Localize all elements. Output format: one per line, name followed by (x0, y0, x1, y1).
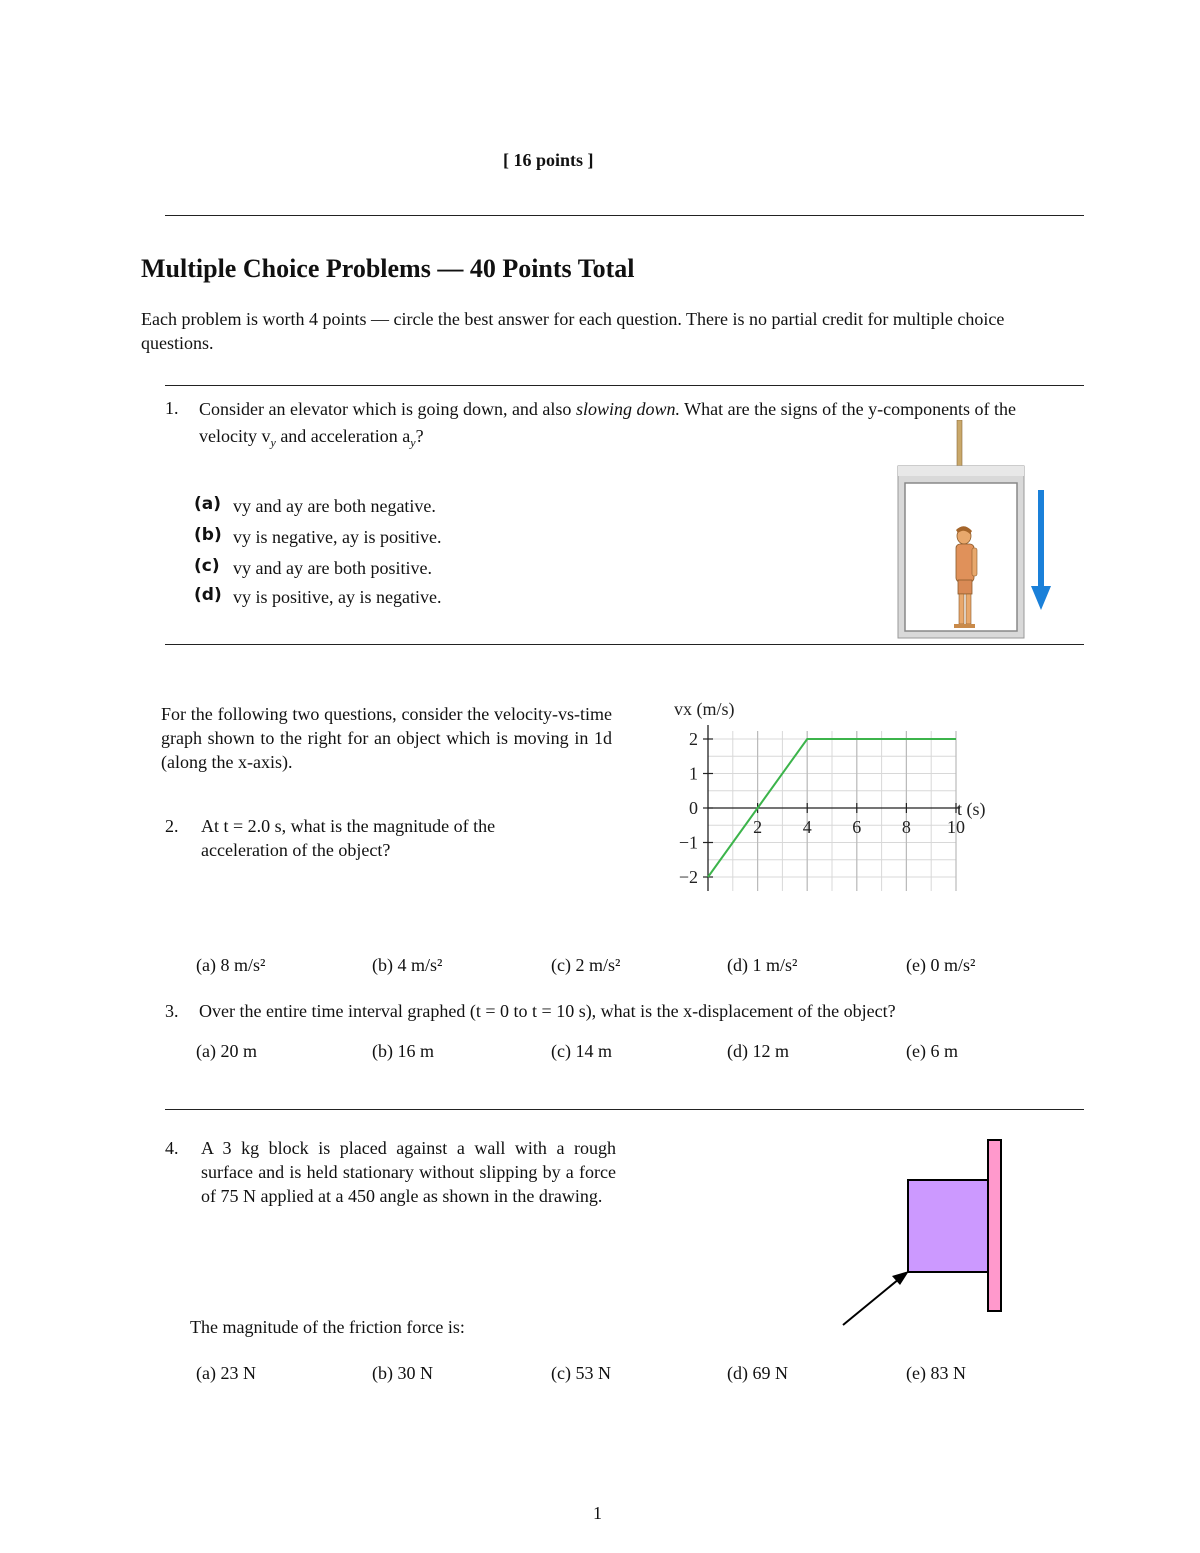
x-tick-label: 4 (802, 817, 812, 837)
points-label: [ 16 points ] (503, 150, 594, 170)
answer-option[interactable]: (d) 12 m (727, 1041, 789, 1061)
answer-option[interactable]: (e) 6 m (906, 1041, 958, 1061)
velocity-time-chart (660, 690, 1005, 900)
answer-option[interactable]: (d) 69 N (727, 1363, 788, 1383)
wall (988, 1140, 1001, 1311)
option-text[interactable]: vy is positive, ay is negative. (233, 587, 442, 607)
option-label: (d) (194, 585, 222, 605)
y-axis-label: vx (m/s) (674, 699, 735, 719)
option-text[interactable]: vy and ay are both negative. (233, 496, 436, 516)
answer-option[interactable]: (c) 53 N (551, 1363, 611, 1383)
divider (165, 215, 1084, 216)
x-tick-label: 2 (753, 817, 763, 837)
divider (165, 644, 1084, 645)
option-text[interactable]: vy is negative, ay is positive. (233, 527, 442, 547)
x-tick-label: 10 (947, 817, 965, 837)
down-arrow-icon (1031, 490, 1051, 610)
question-number: 3. (165, 1001, 179, 1021)
question-4-text: A 3 kg block is placed against a wall with a rough surface and is held stationary without slipping by a force of 75 N applied at a 450 angle as shown in the drawing. (201, 1138, 616, 1206)
answer-option[interactable]: (d) 1 m/s² (727, 955, 798, 975)
chart-grid (708, 731, 956, 891)
section-instructions: Each problem is worth 4 points — circle the best answer for each question. There is no partial credit for multiple choice questions. (141, 309, 1005, 353)
divider (165, 1109, 1084, 1110)
y-tick-label: −2 (678, 867, 698, 887)
divider (165, 385, 1084, 386)
answer-option[interactable]: (a) 23 N (196, 1363, 256, 1383)
y-tick-label: 1 (689, 763, 698, 784)
question-number: 4. (165, 1138, 179, 1158)
option-label: (b) (194, 525, 222, 545)
y-tick-label: −1 (678, 832, 698, 853)
force-arrow-icon (843, 1279, 899, 1325)
x-tick-label: 6 (852, 817, 862, 837)
answer-option[interactable]: (b) 30 N (372, 1363, 433, 1383)
option-label: (a) (194, 494, 222, 514)
block-wall-diagram (835, 1132, 1015, 1332)
chart-axes (708, 725, 960, 891)
graph-intro: For the following two questions, consider the velocity-vs-time graph shown to the right for an object which is moving in 1d (along the x-axis). (161, 704, 612, 772)
answer-option[interactable]: (e) 83 N (906, 1363, 966, 1383)
x-tick-label: 8 (901, 817, 911, 837)
y-tick-label: 0 (689, 798, 698, 818)
elevator-illustration (892, 420, 1062, 642)
y-tick-label: 2 (689, 729, 698, 749)
page-number: 1 (593, 1503, 602, 1523)
block (908, 1180, 988, 1272)
question-3-text: Over the entire time interval graphed (t = 0 to t = 10 s), what is the x-displacement of the object? (199, 1001, 896, 1021)
answer-option[interactable]: (a) 20 m (196, 1041, 257, 1061)
x-axis-label: t (s) (957, 799, 986, 819)
answer-option[interactable]: (b) 16 m (372, 1041, 434, 1061)
question-number: 1. (165, 398, 179, 418)
question-2-text: At t = 2.0 s, what is the magnitude of the acceleration of the object? (201, 816, 496, 860)
answer-option[interactable]: (a) 8 m/s² (196, 955, 266, 975)
answer-option[interactable]: (e) 0 m/s² (906, 955, 976, 975)
option-text[interactable]: vy and ay are both positive. (233, 558, 432, 578)
question-number: 2. (165, 816, 179, 836)
question-4-prompt: The magnitude of the friction force is: (190, 1317, 465, 1337)
section-title: Multiple Choice Problems — 40 Points Total (141, 254, 635, 283)
answer-option[interactable]: (c) 14 m (551, 1041, 612, 1061)
answer-option[interactable]: (c) 2 m/s² (551, 955, 621, 975)
option-label: (c) (194, 556, 220, 576)
question-1-text: Consider an elevator which is going down, and also slowing down. What are the signs of the y-components of the velocity $v_y$ and acceleration $a_y$? (199, 399, 1017, 450)
answer-option[interactable]: (b) 4 m/s² (372, 955, 443, 975)
